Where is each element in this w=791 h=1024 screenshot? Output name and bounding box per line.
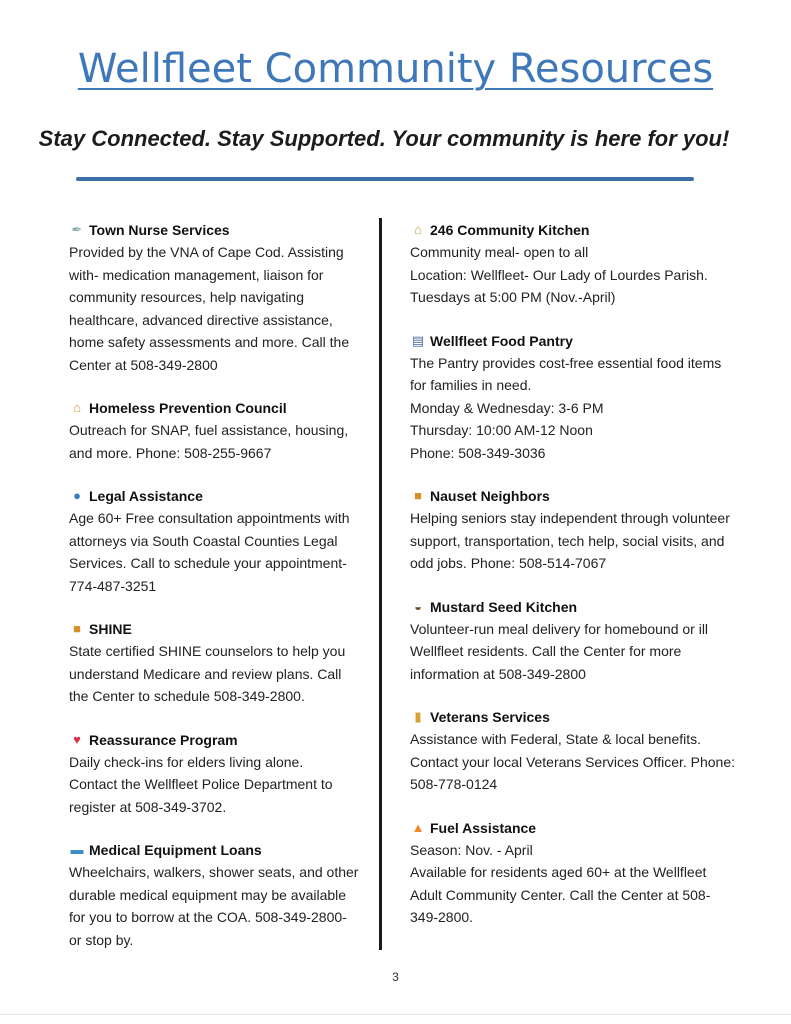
resource-text-line: understand Medicare and review plans. Call: [69, 665, 342, 682]
resource-text-line: with- medication management, liaison for: [69, 266, 324, 283]
resource-text-line: Adult Community Center. Call the Center at 508-: [410, 886, 711, 903]
left-column: [69, 219, 369, 951]
resource-text-line: register at 508-349-3702.: [69, 798, 227, 815]
resource-text-line: Contact your local Veterans Services Officer. Phone:: [410, 753, 736, 770]
resource-text-line: Tuesdays at 5:00 PM (Nov.-April): [410, 289, 616, 305]
resource-entry: [69, 219, 369, 376]
page-title: Wellfleet Community Resources: [77, 46, 714, 92]
resource-text-line: durable medical equipment may be available: [69, 886, 347, 903]
right-column: [410, 219, 740, 929]
resource-text-line: or stop by.: [69, 931, 134, 948]
resource-text-line: Age 60+ Free consultation appointments with: [69, 510, 350, 526]
resource-heading: [410, 596, 740, 618]
resource-heading: [410, 219, 740, 241]
resource-heading: [69, 839, 369, 861]
resource-text-line: 508-778-0124: [410, 776, 498, 792]
resource-text-line: The Pantry provides cost-free essential food items: [410, 354, 722, 371]
resource-title: Reassurance Program: [89, 731, 238, 748]
resource-entry: [410, 219, 740, 309]
resource-heading: [69, 485, 369, 507]
resource-text-line: Daily check-ins for elders living alone.: [69, 753, 304, 770]
resource-text-line: Provided by the VNA of Cape Cod. Assisting: [69, 244, 344, 260]
syringe-icon: ✒: [71, 222, 83, 237]
bowl-icon: ◒: [414, 598, 422, 614]
resource-heading: [69, 729, 369, 751]
resource-entry: [69, 397, 369, 464]
resource-text-line: community resources, help navigating: [69, 289, 305, 305]
resource-text-line: Available for residents aged 60+ at the Wellfleet: [410, 864, 707, 880]
resource-text-line: Assistance with Federal, State & local benefits.: [410, 731, 702, 747]
resource-entry: [410, 330, 740, 465]
heart-icon: ♥: [73, 731, 81, 747]
resource-text-line: the Center to schedule 508-349-2800.: [69, 688, 305, 704]
page-number: 3: [392, 970, 399, 984]
resource-text-line: 774-487-3251: [69, 577, 157, 594]
resource-text-line: Monday & Wednesday: 3-6 PM: [410, 399, 604, 416]
resource-title: Homeless Prevention Council: [89, 400, 287, 416]
fire-icon: ▲: [411, 819, 425, 835]
resource-text-line: Thursday: 10:00 AM-12 Noon: [410, 422, 593, 438]
resource-text-line: Wellfleet residents. Call the Center for more: [410, 643, 682, 659]
resource-title: Fuel Assistance: [430, 819, 537, 836]
resource-entry: [410, 596, 740, 686]
resource-text-line: Services. Call to schedule your appointment-: [69, 555, 347, 571]
resource-entry: [410, 817, 740, 929]
resource-entry: [69, 839, 369, 951]
page-edge: [0, 1014, 791, 1015]
resource-text-line: Center at 508-349-2800: [69, 356, 218, 373]
resource-entry: [69, 729, 369, 819]
resource-title: Mustard Seed Kitchen: [430, 598, 578, 615]
house-icon: ⌂: [73, 400, 81, 415]
column-divider: [379, 218, 382, 950]
resource-heading: [69, 219, 369, 241]
person-speaking-icon: ●: [73, 488, 81, 503]
resource-text-line: Location: Wellfleet- Our Lady of Lourdes Parish.: [410, 266, 708, 283]
resource-title: Town Nurse Services: [89, 222, 230, 238]
resource-entry: [410, 485, 740, 575]
page-subtitle: Stay Connected. Stay Supported. Your community is here for you!: [38, 126, 730, 151]
resource-text-line: odd jobs. Phone: 508-514-7067: [410, 555, 607, 571]
house-garden-icon: ⌂: [414, 222, 422, 237]
resource-text-line: information at 508-349-2800: [410, 665, 586, 682]
resource-title: 246 Community Kitchen: [430, 222, 590, 238]
bed-icon: ▬: [70, 842, 84, 857]
resource-text-line: Wheelchairs, walkers, shower seats, and other: [69, 864, 359, 880]
resource-title: Veterans Services: [430, 709, 550, 725]
resource-heading: [410, 330, 740, 352]
resource-text-line: Helping seniors stay independent through volunteer: [410, 510, 730, 526]
resource-title: SHINE: [89, 621, 132, 637]
resource-heading: [410, 485, 740, 507]
resource-text-line: and more. Phone: 508-255-9667: [69, 444, 272, 461]
resource-title: Wellfleet Food Pantry: [430, 332, 573, 349]
resource-heading: [69, 618, 369, 640]
resource-text-line: Volunteer-run meal delivery for homebound or ill: [410, 620, 709, 637]
resource-entry: [410, 706, 740, 796]
header-rule: [76, 177, 694, 181]
resource-text-line: Phone: 508-349-3036: [410, 444, 546, 461]
resource-text-line: home safety assessments and more. Call the: [69, 334, 350, 350]
medal-icon: ▮: [414, 709, 422, 724]
shopping-cart-icon: ▤: [411, 332, 425, 348]
resource-heading: [410, 817, 740, 839]
resource-text-line: Community meal- open to all: [410, 244, 589, 260]
resource-text-line: for you to borrow at the COA. 508-349-2800-: [69, 909, 347, 925]
resource-text-line: for families in need.: [410, 377, 532, 393]
resource-text-line: Outreach for SNAP, fuel assistance, housing,: [69, 422, 349, 438]
resource-title: Legal Assistance: [89, 488, 203, 504]
resource-heading: [410, 706, 740, 728]
resource-heading: [69, 397, 369, 419]
resource-text-line: healthcare, advanced directive assistance,: [69, 311, 333, 328]
resource-text-line: support, transportation, tech help, social visits, and: [410, 532, 725, 549]
resource-entry: [69, 618, 369, 708]
resource-text-line: Season: Nov. - April: [410, 841, 533, 858]
resource-text-line: State certified SHINE counselors to help you: [69, 643, 346, 659]
resource-text-line: attorneys via South Coastal Counties Legal: [69, 532, 338, 549]
resource-title: Medical Equipment Loans: [89, 842, 262, 858]
people-icon: ■: [73, 621, 81, 636]
resource-text-line: Contact the Wellfleet Police Department to: [69, 776, 333, 792]
resource-text-line: 349-2800.: [410, 909, 474, 925]
resource-title: Nauset Neighbors: [430, 488, 550, 504]
people-icon: ■: [414, 488, 422, 503]
resource-entry: [69, 485, 369, 597]
